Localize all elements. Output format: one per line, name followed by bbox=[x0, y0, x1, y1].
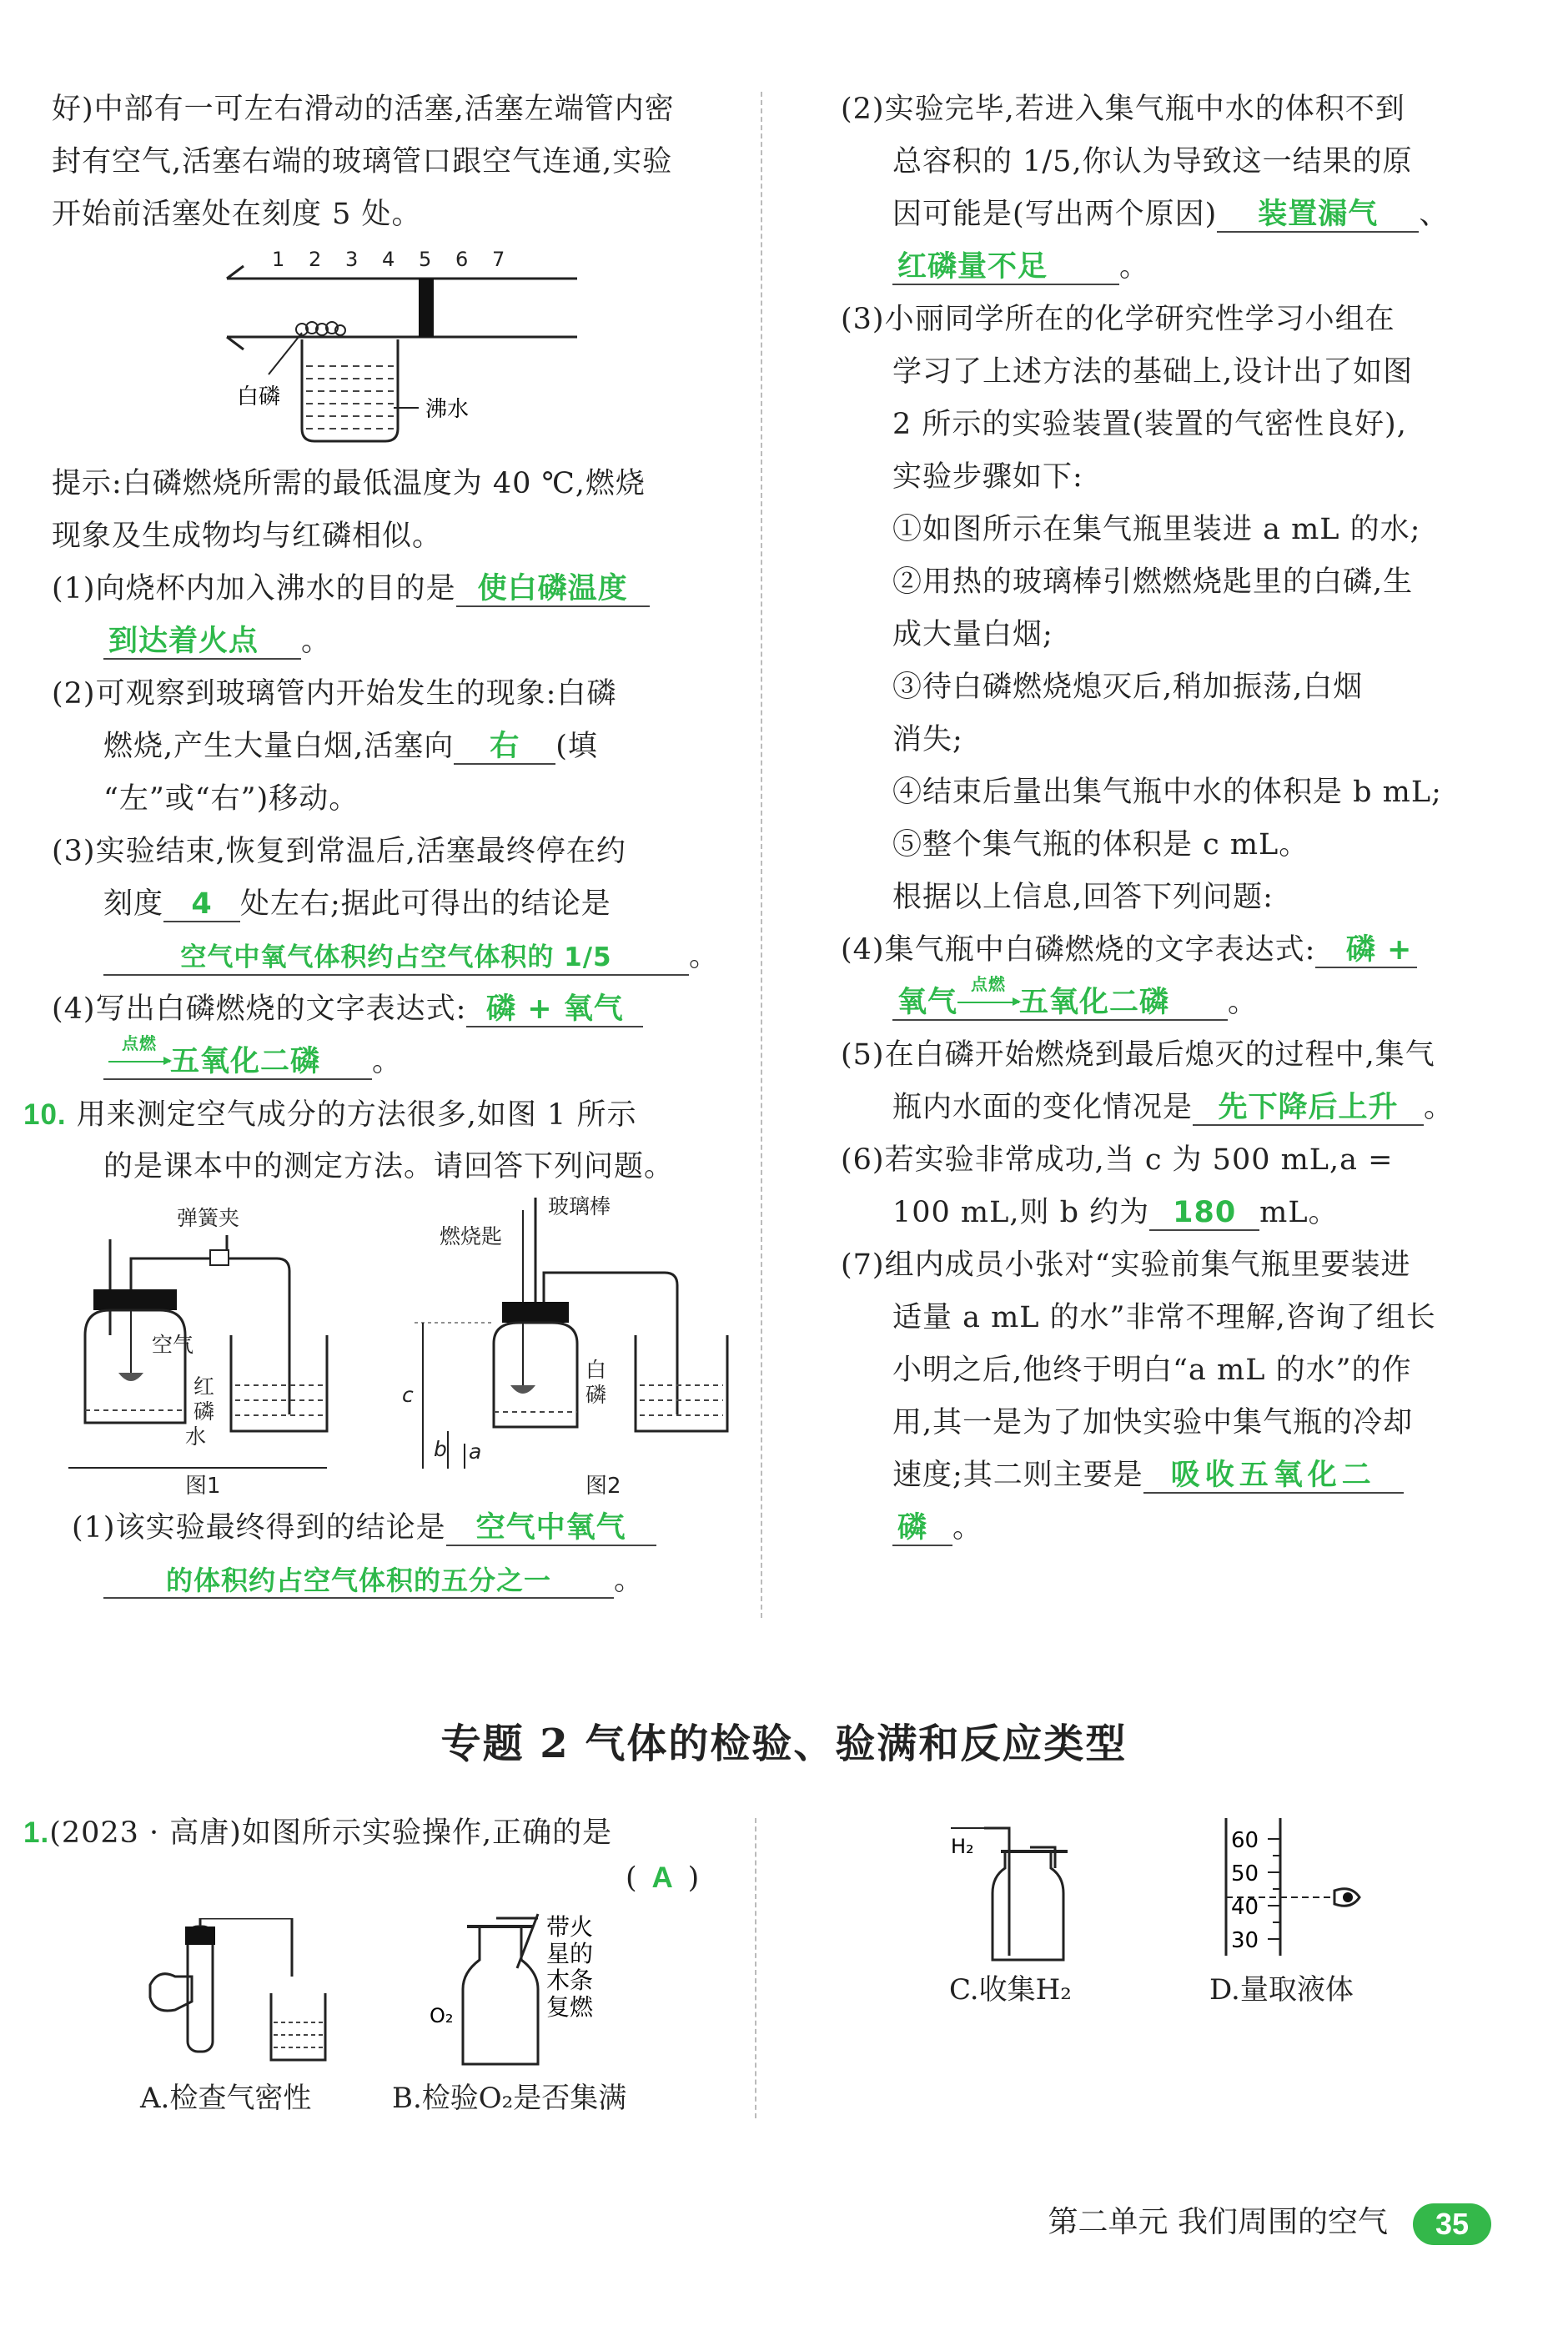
q4-line: 点燃 五氧化二磷 。 bbox=[52, 1036, 736, 1088]
answer-blank: 氧气 点燃 五氧化二磷 bbox=[892, 986, 1228, 1021]
answer-blank: 右 bbox=[454, 730, 555, 765]
fig1-caption: 图1 bbox=[185, 1474, 221, 1499]
answer-blank: 的体积约占空气体积的五分之一 bbox=[103, 1564, 614, 1599]
section-title: 专题 2 气体的检验、验满和反应类型 bbox=[440, 1721, 1128, 1767]
answer-blank: 到达着火点 bbox=[103, 625, 301, 660]
hint-line: 现象及生成物均与红磷相似。 bbox=[52, 520, 443, 553]
fig1-red-p2: 磷 bbox=[193, 1399, 215, 1424]
b-label-line: 带火 bbox=[546, 1913, 594, 1941]
step-line: ⑤整个集气瓶的体积是 c mL。 bbox=[892, 828, 1309, 862]
q2-line: 燃烧,产生大量白烟,活塞向 右 (填 bbox=[103, 730, 598, 763]
r-q4-line: 氧气 点燃 五氧化二磷 。 bbox=[841, 977, 1508, 1029]
fig1-clip-label: 弹簧夹 bbox=[177, 1206, 240, 1230]
r-q2-line: 因可能是(写出两个原因) 装置漏气 、 bbox=[892, 198, 1450, 231]
tick-label: 7 bbox=[492, 248, 505, 271]
fig2-a-label: a bbox=[469, 1439, 482, 1464]
r-q2-line: (2)实验完毕,若进入集气瓶中水的体积不到 bbox=[841, 93, 1405, 126]
r-q3-line: (3)小丽同学所在的化学研究性学习小组在 bbox=[841, 303, 1395, 336]
r-q4-line: (4)集气瓶中白磷燃烧的文字表达式: 磷 + bbox=[841, 924, 1508, 977]
answer-blank: 先下降后上升 bbox=[1193, 1091, 1424, 1126]
b-label-line: 星的 bbox=[546, 1940, 594, 1967]
figures-1-2 bbox=[52, 1193, 736, 1469]
tube-figure bbox=[52, 241, 736, 458]
q3-line: 刻度 4 处左右;据此可得出的结论是 bbox=[103, 887, 611, 921]
h2-label: H₂ bbox=[951, 1835, 974, 1858]
b-label-line: 复燃 bbox=[546, 1993, 594, 2021]
q4-line: (4)写出白磷燃烧的文字表达式: 磷 + 氧气 bbox=[52, 983, 736, 1036]
b-label-line: 木条 bbox=[546, 1967, 594, 1994]
fig1-air-label: 空气 bbox=[152, 1333, 194, 1357]
page-footer bbox=[1048, 2198, 1491, 2245]
fig2-c-label: c bbox=[402, 1383, 414, 1407]
r-q3-line: 实验步骤如下: bbox=[892, 460, 1083, 494]
fig2-b-label: b bbox=[434, 1437, 447, 1461]
step-line: 成大量白烟; bbox=[892, 618, 1053, 651]
answer-blank: 空气中氧气 bbox=[446, 1511, 656, 1546]
intro-line: 开始前活塞处在刻度 5 处。 bbox=[52, 198, 422, 231]
answer-blank: 红磷量不足 bbox=[892, 250, 1119, 285]
tick-label: 6 bbox=[455, 248, 469, 271]
options-divider bbox=[755, 1818, 756, 2118]
air-measure-apparatus-icon bbox=[52, 1193, 736, 1469]
cylinder-tick: 60 bbox=[1231, 1828, 1259, 1853]
reaction-arrow: 点燃 bbox=[957, 986, 1019, 1019]
q2-line: “左”或“右”)移动。 bbox=[103, 782, 359, 816]
q10-line: 10. 用来测定空气成分的方法很多,如图 1 所示 bbox=[23, 1098, 637, 1132]
step-line: ②用热的玻璃棒引燃燃烧匙里的白磷,生 bbox=[892, 565, 1414, 599]
answer-blank: 磷 + bbox=[1315, 933, 1417, 968]
cylinder-tick: 30 bbox=[1231, 1928, 1259, 1953]
answer-blank: 磷 + 氧气 bbox=[466, 992, 643, 1027]
fig1-water-label: 水 bbox=[185, 1424, 207, 1449]
r-q7-line: 小明之后,他终于明白“a mL 的水”的作 bbox=[892, 1354, 1412, 1387]
column-divider bbox=[761, 92, 762, 1618]
option-c-caption: C.收集H₂ bbox=[949, 1973, 1072, 2007]
oxygen-full-check-icon bbox=[421, 1910, 646, 2068]
fig2-wp1: 白 bbox=[585, 1358, 607, 1382]
right-column bbox=[841, 83, 1508, 1555]
r-q7-line: 速度;其二则主要是 吸收五氧化二 bbox=[841, 1449, 1508, 1502]
cylinder-tick: 50 bbox=[1231, 1861, 1259, 1886]
intro-line: 封有空气,活塞右端的玻璃管口跟空气连通,实验 bbox=[52, 145, 673, 178]
q2-line: (2)可观察到玻璃管内开始发生的现象:白磷 bbox=[52, 677, 617, 711]
airtightness-check-icon bbox=[142, 1918, 342, 2068]
collect-h2-icon bbox=[951, 1818, 1093, 1968]
step-line: ③待白磷燃烧熄灭后,稍加振荡,白烟 bbox=[892, 671, 1364, 704]
boiling-water-label: 沸水 bbox=[425, 397, 470, 422]
q10-1-line: 的体积约占空气体积的五分之一 。 bbox=[52, 1555, 736, 1607]
hint-line: 提示:白磷燃烧所需的最低温度为 40 ℃,燃烧 bbox=[52, 467, 646, 500]
measure-liquid-icon bbox=[1218, 1814, 1385, 1972]
answer-blank: 使白磷温度 bbox=[456, 572, 650, 607]
tick-label: 2 bbox=[309, 248, 322, 271]
r-q2-line: 总容积的 1/5,你认为导致这一结果的原 bbox=[892, 145, 1413, 178]
option-b-caption: B.检验O₂是否集满 bbox=[392, 2082, 627, 2115]
white-phosphorus-label: 白磷 bbox=[237, 384, 281, 409]
r-q2-line: 红磷量不足 。 bbox=[841, 241, 1508, 294]
fig2-wp2: 磷 bbox=[585, 1383, 607, 1407]
answer-blank: 4 bbox=[163, 887, 240, 922]
figure-captions bbox=[52, 1469, 736, 1502]
step-line: ④结束后量出集气瓶中水的体积是 b mL; bbox=[892, 776, 1442, 809]
q1-line: 到达着火点 。 bbox=[52, 615, 736, 668]
answer-blank: 吸收五氧化二 bbox=[1143, 1459, 1404, 1494]
fig2-caption: 图2 bbox=[585, 1474, 621, 1499]
q10-line: 的是课本中的测定方法。请回答下列问题。 bbox=[103, 1150, 675, 1183]
o2-label: O₂ bbox=[430, 2004, 454, 2027]
r-q7-line: 磷 。 bbox=[841, 1502, 1508, 1555]
left-column bbox=[23, 83, 736, 1607]
r-q3-line: 学习了上述方法的基础上,设计出了如图 bbox=[892, 355, 1414, 389]
fig2-spoon-label: 燃烧匙 bbox=[440, 1224, 503, 1248]
fig2-rod-label: 玻璃棒 bbox=[548, 1194, 611, 1218]
answer-blank: 点燃 五氧化二磷 bbox=[103, 1045, 372, 1080]
q1-line: (1)向烧杯内加入沸水的目的是 使白磷温度 bbox=[52, 563, 736, 615]
tick-label: 5 bbox=[419, 248, 432, 271]
answer-blank: 180 bbox=[1149, 1196, 1259, 1231]
answer-blank: 磷 bbox=[892, 1511, 952, 1546]
option-a-caption: A.检查气密性 bbox=[140, 2082, 312, 2115]
reaction-arrow: 点燃 bbox=[108, 1045, 170, 1078]
s2-q1-answer: ( A ) bbox=[626, 1861, 701, 1895]
r-q6-line: (6)若实验非常成功,当 c 为 500 mL,a = bbox=[841, 1143, 1394, 1177]
page-number: 35 bbox=[1413, 2203, 1491, 2245]
unit-title: 第二单元 我们周围的空气 bbox=[1048, 2205, 1388, 2239]
q3-line: 空气中氧气体积约占空气体积的 1/5 。 bbox=[52, 931, 736, 983]
r-q5-line: 瓶内水面的变化情况是 先下降后上升 。 bbox=[892, 1091, 1455, 1124]
intro-line: 好)中部有一可左右滑动的活塞,活塞左端管内密 bbox=[52, 93, 675, 126]
s2-q1-line: 1.(2023 · 高唐)如图所示实验操作,正确的是 bbox=[23, 1816, 613, 1850]
tube-apparatus-icon bbox=[52, 241, 736, 458]
r-q5-line: (5)在白磷开始燃烧到最后熄灭的过程中,集气 bbox=[841, 1038, 1435, 1072]
step-line: 根据以上信息,回答下列问题: bbox=[892, 881, 1274, 914]
answer-blank: 空气中氧气体积约占空气体积的 1/5 bbox=[103, 941, 689, 976]
cylinder-tick: 40 bbox=[1231, 1895, 1259, 1920]
r-q6-line: 100 mL,则 b 约为 180 mL。 bbox=[892, 1196, 1339, 1229]
q10-1-line: (1)该实验最终得到的结论是 空气中氧气 bbox=[52, 1502, 736, 1555]
step-line: 消失; bbox=[892, 723, 963, 756]
tick-label: 1 bbox=[272, 248, 285, 271]
step-line: ①如图所示在集气瓶里装进 a mL 的水; bbox=[892, 513, 1421, 546]
tick-label: 3 bbox=[345, 248, 359, 271]
r-q7-line: 用,其一是为了加快实验中集气瓶的冷却 bbox=[892, 1406, 1414, 1439]
option-d-caption: D.量取液体 bbox=[1209, 1973, 1354, 2007]
q3-line: (3)实验结束,恢复到常温后,活塞最终停在约 bbox=[52, 835, 626, 868]
tick-label: 4 bbox=[382, 248, 395, 271]
answer-blank: 装置漏气 bbox=[1217, 198, 1419, 233]
r-q7-line: 适量 a mL 的水”非常不理解,咨询了组长 bbox=[892, 1301, 1436, 1334]
r-q7-line: (7)组内成员小张对“实验前集气瓶里要装进 bbox=[841, 1248, 1411, 1282]
fig1-red-p1: 红 bbox=[193, 1374, 215, 1399]
r-q3-line: 2 所示的实验装置(装置的气密性良好), bbox=[892, 408, 1407, 441]
